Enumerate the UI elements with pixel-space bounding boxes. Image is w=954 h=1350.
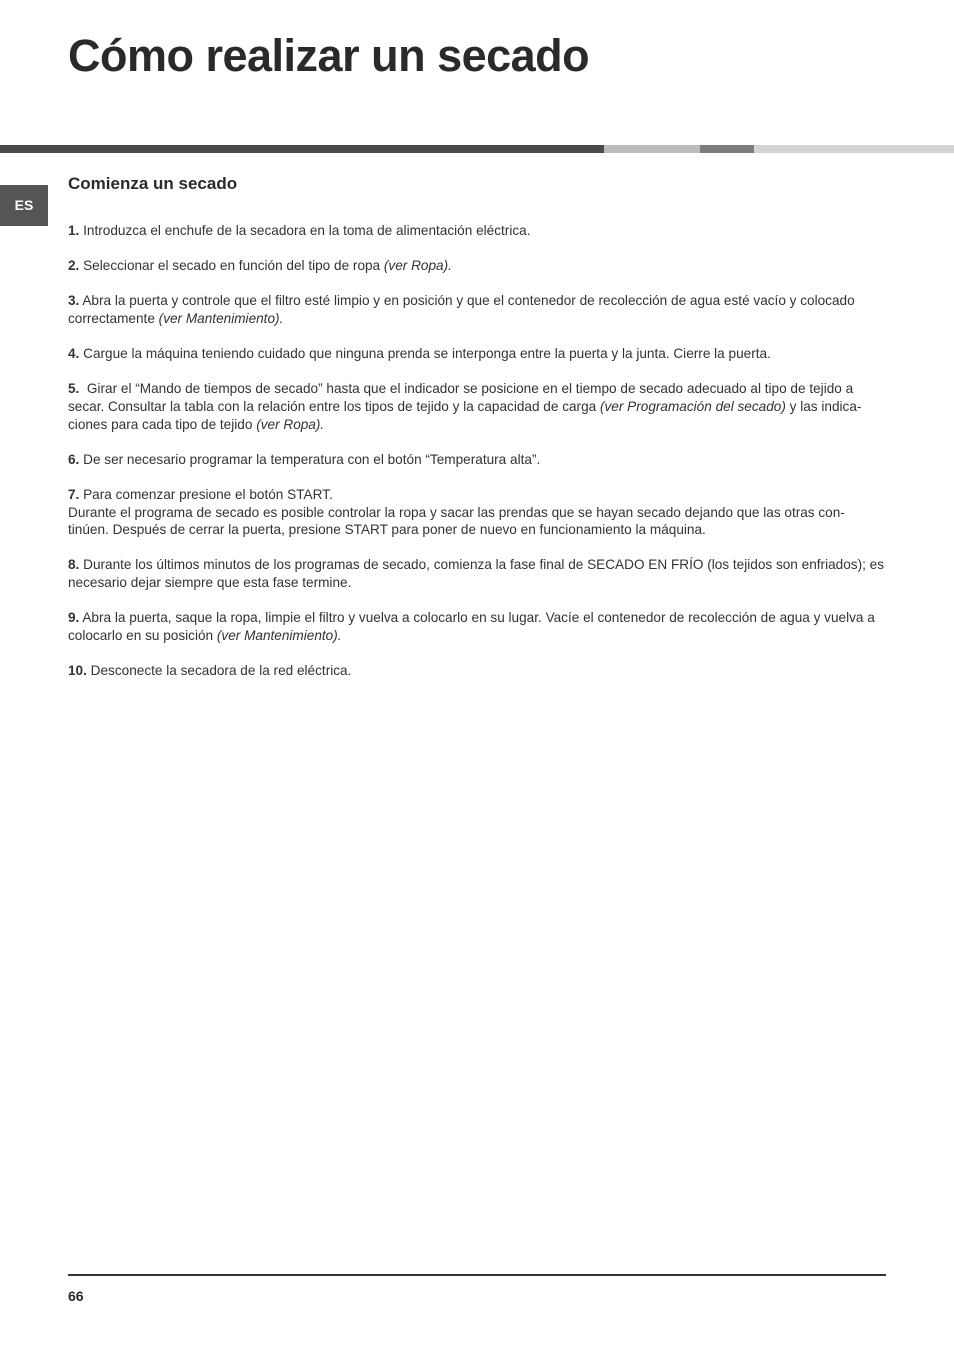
page-title: Cómo realizar un secado <box>68 30 590 81</box>
step-number: 6. <box>68 451 80 467</box>
step-number: 3. <box>68 293 80 309</box>
step-text: Girar el “Mando de tiempos de secado” hasta que el indicador se posicione en el tiempo de secado adecuado al tipo de tejido a secar. Consultar la tabla con la relación entre los tipos de tejido y la capacidad de carga <box>68 381 857 414</box>
step-10 <box>68 662 884 680</box>
step-6 <box>68 451 884 469</box>
header-bar-light <box>604 145 700 153</box>
step-reference: (ver Mantenimiento). <box>158 310 284 326</box>
step-number: 5. <box>68 381 80 397</box>
step-4 <box>68 345 884 363</box>
step-number: 8. <box>68 557 80 573</box>
step-9 <box>68 609 884 644</box>
step-text: Durante los últimos minutos de los programas de secado, comienza la fase final de SECADO EN FRÍO (los tejidos son enfriados); es necesario dejar siempre que esta fase termine. <box>68 557 885 590</box>
step-text: Para comenzar presione el botón START. <box>79 486 333 502</box>
footer-divider <box>68 1274 886 1276</box>
step-reference: (ver Mantenimiento). <box>216 627 342 643</box>
step-reference: (ver Ropa). <box>256 416 325 432</box>
step-number: 9. <box>68 610 80 626</box>
step-text: Desconecte la secadora de la red eléctrica. <box>86 662 352 678</box>
step-reference: (ver Programación del secado) <box>599 398 786 414</box>
step-number: 2. <box>68 258 80 274</box>
step-number: 1. <box>68 223 80 238</box>
step-text-continued: Durante el programa de secado es posible controlar la ropa y sacar las prendas que se hayan secado dejando que las otras con-tinúen. Después de cerrar la puerta, presione START para poner de nuevo en funcionamiento la máquina. <box>68 504 845 538</box>
step-2 <box>68 257 884 275</box>
step-1 <box>68 222 884 240</box>
section-title: Comienza un secado <box>68 174 238 193</box>
step-3 <box>68 292 884 327</box>
header-bar-mid <box>700 145 754 153</box>
step-number: 4. <box>68 346 80 362</box>
language-tab: ES <box>0 185 48 226</box>
step-text: Cargue la máquina teniendo cuidado que ninguna prenda se interponga entre la puerta y la junta. Cierre la puerta. <box>79 346 771 362</box>
step-reference: (ver Ropa). <box>383 258 452 274</box>
step-7 <box>68 486 884 539</box>
step-text: De ser necesario programar la temperatura con el botón “Temperatura alta”. <box>79 451 541 467</box>
header-bar-dark <box>0 145 604 153</box>
step-text: Introduzca el enchufe de la secadora en la toma de alimentación eléctrica. <box>79 223 531 238</box>
step-text: Seleccionar el secado en función del tipo de ropa <box>79 258 384 274</box>
step-text: Abra la puerta, saque la ropa, limpie el filtro y vuelva a colocarlo en su lugar. Vacíe el contenedor de recolección de agua y vuelva a colocarlo en su posición <box>68 610 875 643</box>
step-text: Abra la puerta y controle que el filtro esté limpio y en posición y que el contenedor de recolección de agua esté vacío y colocado correctamente <box>68 293 855 326</box>
step-number: 10. <box>68 662 87 678</box>
step-5 <box>68 380 884 433</box>
step-8 <box>68 556 884 591</box>
steps-list <box>68 222 884 697</box>
step-number: 7. <box>68 486 80 502</box>
page-number: 66 <box>68 1288 84 1304</box>
step-text: y las indica-ciones para cada tipo de tejido <box>68 398 862 432</box>
header-bar-pale <box>754 145 954 153</box>
